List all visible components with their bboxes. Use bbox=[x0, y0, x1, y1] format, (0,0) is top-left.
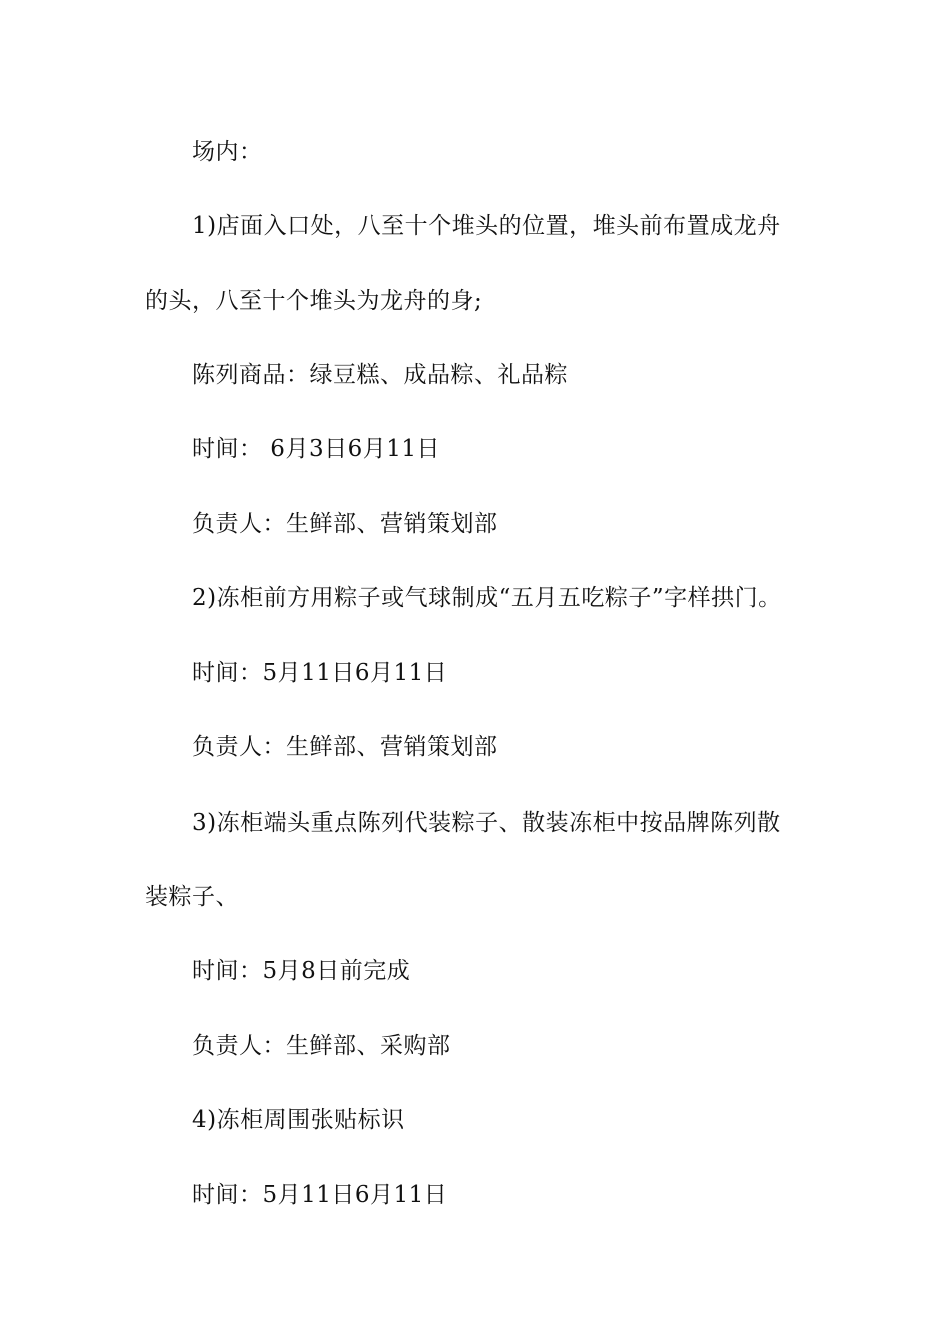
paragraph-line: 时间： 6月3日6月11日 bbox=[192, 436, 440, 462]
paragraph-line: 负责人：生鲜部、采购部 bbox=[192, 1033, 451, 1059]
paragraph-line: 负责人：生鲜部、营销策划部 bbox=[192, 734, 498, 760]
paragraph-line: 1)店面入口处，八至十个堆头的位置，堆头前布置成龙舟 bbox=[192, 213, 781, 239]
paragraph-line: 时间：5月11日6月11日 bbox=[192, 660, 448, 686]
paragraph-line: 3)冻柜端头重点陈列代装粽子、散装冻柜中按品牌陈列散 bbox=[192, 810, 781, 836]
paragraph-line: 时间：5月8日前完成 bbox=[192, 958, 411, 984]
paragraph-line: 时间：5月11日6月11日 bbox=[192, 1182, 448, 1208]
paragraph-line: 4)冻柜周围张贴标识 bbox=[192, 1107, 405, 1133]
paragraph-line: 陈列商品：绿豆糕、成品粽、礼品粽 bbox=[192, 362, 568, 388]
paragraph-line: 的头，八至十个堆头为龙舟的身; bbox=[145, 288, 483, 314]
section-heading: 场内： bbox=[192, 139, 263, 165]
paragraph-line: 2)冻柜前方用粽子或气球制成“五月五吃粽子”字样拱门。 bbox=[192, 585, 782, 611]
paragraph-line: 负责人：生鲜部、营销策划部 bbox=[192, 511, 498, 537]
paragraph-line: 装粽子、 bbox=[145, 884, 239, 910]
